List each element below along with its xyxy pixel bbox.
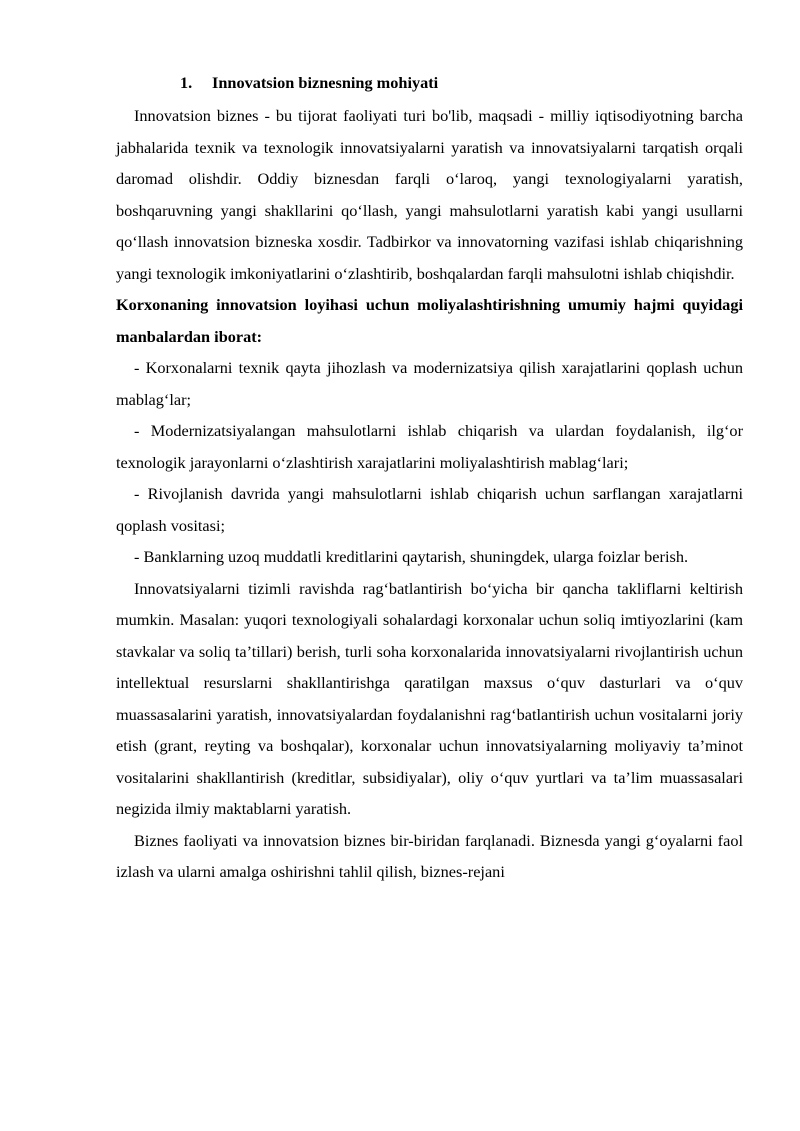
paragraph-proposals: Innovatsiyalarni tizimli ravishda rag‘batlantirish bo‘yicha bir qancha takliflarni keltirish mumkin. Masalan: yuqori texnologiyali sohalardagi korxonalar uchun soliq imtiyozlarini (kam stavkalar va soliq ta’tillari) berish, turli soha korxonalarida innovatsiyalarni rivojlantirish uchun intellektual resurslarni shakllantirishga qaratilgan maxsus o‘quv dasturlari va o‘quv muassasalarini yaratish, innovatsiyalardan foydalanishni rag‘batlantirish uchun vositalarni joriy etish (grant, reyting va boshqalar), korxonalar uchun innovatsiyalarning moliyaviy ta’minot vositalarini shakllantirish (kreditlar, subsidiyalar), oliy o‘quv yurtlari va ta’lim muassasalari negizida ilmiy maktablarni yaratish. — [116, 578, 743, 818]
document-page — [116, 68, 743, 888]
list-item: - Korxonalarni texnik qayta jihozlash va modernizatsiya qilish xarajatlarini qoplash uchun mablag‘lar; — [116, 358, 743, 409]
section-heading — [180, 68, 743, 100]
paragraph-funding-heading: Korxonaning innovatsion loyihasi uchun moliyalashtirishning umumiy hajmi quyidagi manbalardan iborat: — [116, 295, 743, 346]
list-item: - Banklarning uzoq muddatli kreditlarini qaytarish, shuningdek, ularga foizlar berish. — [134, 547, 689, 566]
list-item: - Modernizatsiyalangan mahsulotlarni ishlab chiqarish va ulardan foydalanish, ilg‘or texnologik jarayonlarni o‘zlashtirish xarajatlarini moliyalashtirish mablag‘lari; — [116, 421, 743, 472]
heading-number: 1. — [180, 73, 193, 92]
list-item: - Rivojlanish davrida yangi mahsulotlarni ishlab chiqarish uchun sarflangan xarajatlarni qoplash vositasi; — [116, 484, 743, 535]
heading-text: Innovatsion biznesning mohiyati — [212, 73, 439, 92]
paragraph-business: Biznes faoliyati va innovatsion biznes bir-biridan farqlanadi. Biznesda yangi g‘oyalarni faol izlash va ularni amalga oshirishni tahlil qilish, biznes-rejani — [116, 830, 743, 881]
paragraph-intro: Innovatsion biznes - bu tijorat faoliyati turi bo'lib, maqsadi - milliy iqtisodiyotning barcha jabhalarida texnik va texnologik innovatsiyalarni yaratish va innovatsiyalarni tarqatish orqali daromad olishdir. Oddiy biznesdan farqli o‘laroq, yangi texnologiyalarni yaratish, boshqaruvning yangi shakllarini qo‘llash, yangi mahsulotlarni yaratish kabi yangi usullarni qo‘llash innovatsion bizneska xosdir. Tadbirkor va innovatorning vazifasi ishlab chiqarishning yangi texnologik imkoniyatlarini o‘zlashtirib, boshqalardan farqli mahsulotni ishlab chiqishdir. — [116, 106, 743, 283]
